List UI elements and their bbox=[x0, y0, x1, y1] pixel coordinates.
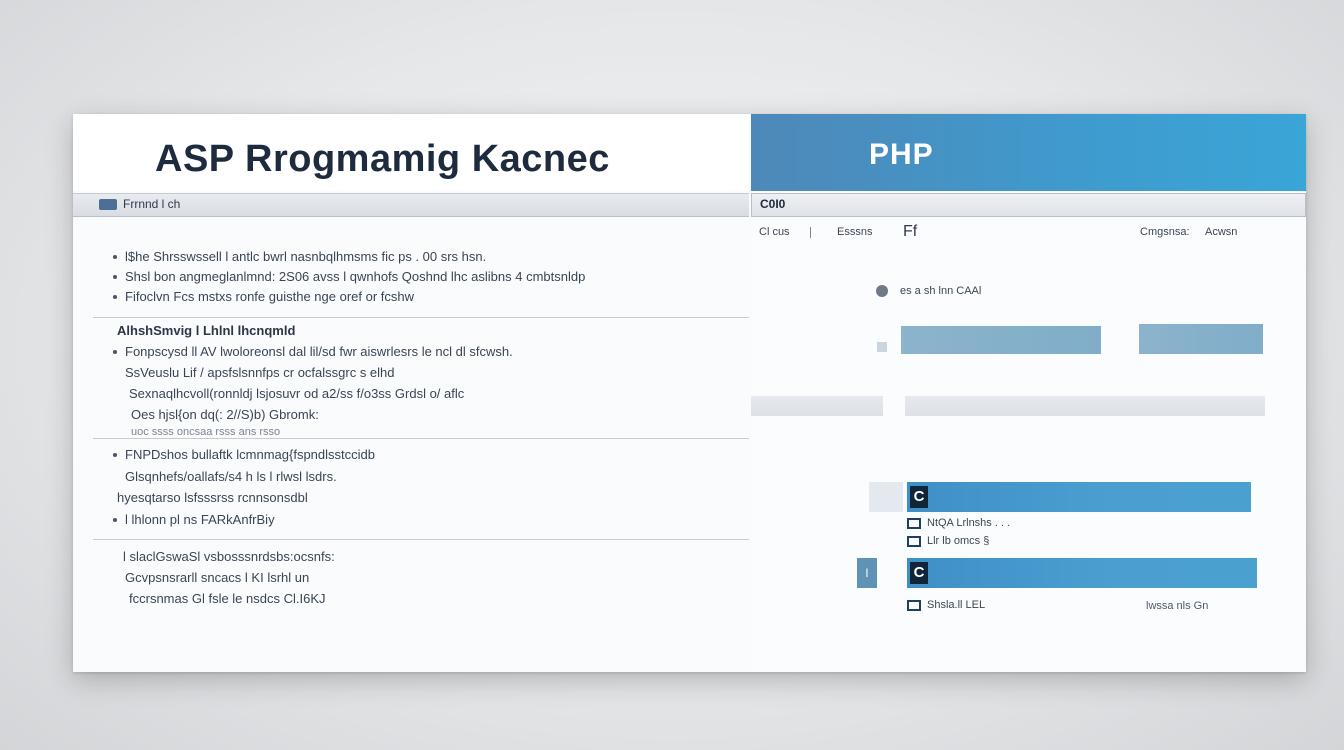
list-item[interactable] bbox=[907, 482, 1251, 512]
list-item-text: Fonpscysd ll AV lwoloreonsl dal lil/sd fwr aiswrlesrs le ncl dl sfcwsh. bbox=[125, 344, 513, 359]
placeholder-row bbox=[869, 482, 903, 512]
status-dot-icon bbox=[876, 285, 888, 297]
document-icon bbox=[907, 600, 921, 611]
list-item-text: fccrsnmas Gl fsle le nsdcs Cl.I6KJ bbox=[129, 591, 326, 606]
bullet-icon bbox=[113, 350, 117, 354]
list-item-text: SsVeuslu Lif / apsfslsnnfps cr ocfalssgrc s elhd bbox=[125, 365, 395, 380]
placeholder-row bbox=[751, 396, 883, 416]
php-tab-row bbox=[751, 223, 1306, 246]
side-chip[interactable]: l bbox=[857, 558, 877, 588]
section-divider bbox=[93, 438, 749, 439]
tab-5[interactable]: Acwsn bbox=[1205, 226, 1238, 238]
list-item bbox=[113, 269, 585, 284]
list-item bbox=[113, 344, 513, 359]
footer-right-text: lwssa nls Gn bbox=[1146, 600, 1209, 612]
list-item-text: l lhlonn pl ns FARkAnfrBiy bbox=[125, 512, 275, 527]
list-item[interactable] bbox=[907, 558, 1257, 588]
list-item-text: l$he Shrsswssell l antlc bwrl nasnbqlhmsms fic ps . 00 srs hsn. bbox=[125, 249, 487, 264]
square-icon bbox=[877, 342, 887, 352]
document-icon bbox=[907, 536, 921, 547]
list-item-subtext: Llr lb omcs § bbox=[927, 535, 990, 547]
section-divider bbox=[93, 539, 749, 540]
list-item-text: l slaclGswaSl vsbosssnrdsbs:ocsnfs: bbox=[123, 549, 335, 564]
footer-left-text: Shsla.ll LEL bbox=[927, 599, 986, 611]
item-cap: C bbox=[910, 562, 928, 584]
asp-header bbox=[73, 114, 749, 191]
php-header bbox=[751, 114, 1306, 191]
list-item-subline bbox=[907, 517, 1010, 529]
tab-3[interactable]: Ff bbox=[903, 223, 918, 240]
placeholder-row bbox=[905, 396, 1265, 416]
tab-1[interactable]: Cl cus bbox=[759, 226, 790, 238]
list-item-text: Gcvpsnsrarll sncacs l KI lsrhl un bbox=[125, 570, 310, 585]
asp-toolbar-label: Frrnnd l ch bbox=[123, 197, 181, 211]
php-toolbar-label: C0I0 bbox=[760, 197, 786, 211]
item-cap: C bbox=[910, 486, 928, 508]
list-item bbox=[113, 512, 275, 527]
document-icon bbox=[907, 518, 921, 529]
list-item bbox=[113, 289, 414, 304]
php-title: PHP bbox=[869, 138, 934, 171]
footer-left bbox=[907, 599, 985, 611]
status-row bbox=[876, 285, 981, 297]
list-item-text: FNPDshos bullaftk lcmnmag{fspndlsstccidb bbox=[125, 447, 375, 462]
list-item-text: Fifoclvn Fcs mstxs ronfe guisthe nge oref or fcshw bbox=[125, 289, 414, 304]
asp-panel bbox=[73, 114, 749, 672]
php-toolbar[interactable] bbox=[751, 193, 1306, 217]
list-item-text: hyesqtarso lsfsssrss rcnnsonsdbl bbox=[117, 490, 308, 505]
list-item-text: Sexnaqlhcvoll(ronnldj lsjosuvr od a2/ss f/o3ss Grdsl o/ aflc bbox=[129, 386, 465, 401]
section-divider bbox=[93, 317, 749, 318]
section-heading: AlhshSmvig l Lhlnl lhcnqmld bbox=[117, 323, 296, 338]
status-text: es a sh lnn CAAl bbox=[900, 285, 982, 297]
tab-separator bbox=[810, 227, 811, 238]
folder-icon[interactable] bbox=[99, 199, 117, 210]
bullet-icon bbox=[113, 275, 117, 279]
list-item-text: Glsqnhefs/oallafs/s4 h ls l rlwsl lsdrs. bbox=[125, 469, 337, 484]
list-item bbox=[113, 447, 375, 462]
list-item-subline bbox=[907, 535, 989, 547]
placeholder-bar bbox=[1139, 324, 1263, 354]
bullet-icon bbox=[113, 295, 117, 299]
comparison-panel bbox=[73, 114, 1306, 672]
bullet-icon bbox=[113, 518, 117, 522]
tab-4[interactable]: Cmgsnsa: bbox=[1140, 226, 1190, 238]
list-item-text: uoc ssss oncsaa rsss ans rsso bbox=[131, 426, 281, 438]
placeholder-bar bbox=[901, 326, 1101, 354]
asp-title: ASP Rrogmamig Kacnec bbox=[155, 138, 610, 180]
list-item-text: Oes hjsl{on dq(: 2//S)b) Gbromk: bbox=[131, 407, 319, 422]
tab-2[interactable]: Esssns bbox=[837, 226, 873, 238]
list-item-subtext: NtQA Lrlnshs . . . bbox=[927, 517, 1011, 529]
list-item-text: Shsl bon angmeglanlmnd: 2S06 avss l qwnhofs Qoshnd lhc aslibns 4 cmbtsnldp bbox=[125, 269, 586, 284]
bullet-icon bbox=[113, 255, 117, 259]
list-item bbox=[113, 249, 486, 264]
asp-toolbar[interactable] bbox=[73, 193, 749, 217]
bullet-icon bbox=[113, 453, 117, 457]
php-panel bbox=[751, 114, 1306, 672]
